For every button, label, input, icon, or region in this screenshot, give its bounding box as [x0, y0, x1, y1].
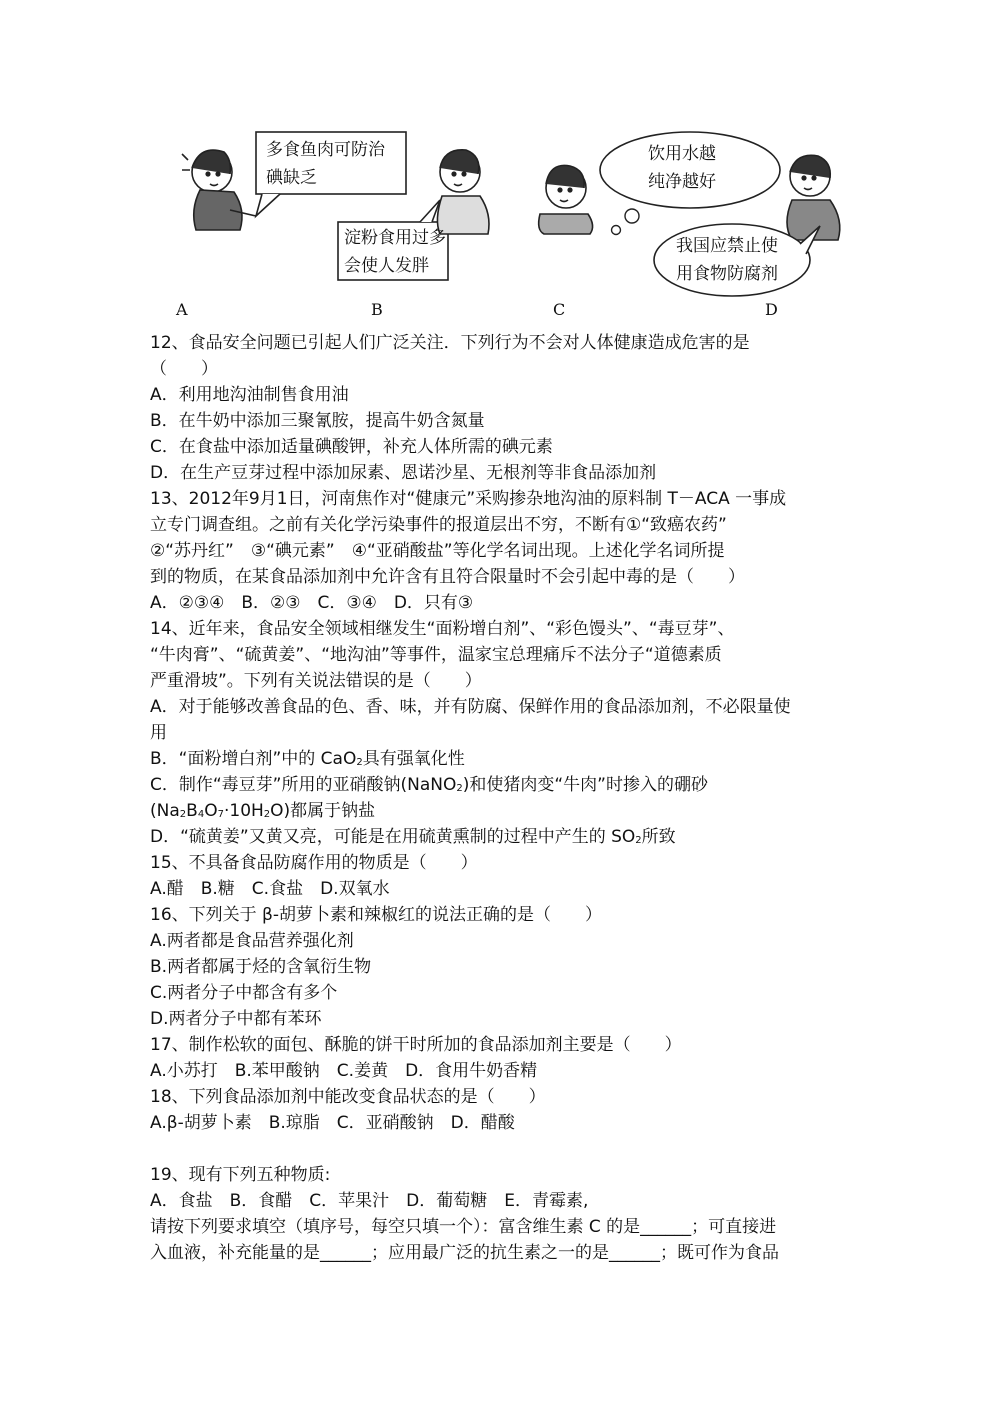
q19-line-2: 入血液，补充能量的是______；应用最广泛的抗生素之一的是______；既可作为食品	[150, 1243, 779, 1263]
formula-subscript: 2	[263, 809, 271, 820]
q13-line-1: 13、2012年9月1日，河南焦作对“健康元”采购掺杂地沟油的原料制 T－ACA 一事成	[150, 489, 787, 509]
formula-part: B	[186, 801, 198, 821]
q13-line-3: ②“苏丹红” ③“碘元素” ④“亚硝酸盐”等化学名词出现。上述化学名词所提	[150, 541, 725, 561]
formula-subscript: 2	[179, 809, 187, 820]
blank-gap	[150, 1136, 860, 1162]
bubble-b-text	[344, 224, 446, 280]
q14-c-subscript: 2	[456, 783, 463, 794]
q15-options: A.醋 B.糖 C.食盐 D.双氧水	[150, 879, 390, 899]
question-text	[150, 330, 860, 1266]
q14-option-b	[150, 746, 860, 772]
q12-option-c: C．在食盐中添加适量碘酸钾，补充人体所需的碘元素	[150, 437, 553, 457]
figure-label-a: A	[176, 300, 188, 319]
bubble-b-line-2: 会使人发胖	[344, 256, 429, 276]
formula-part: O	[204, 801, 218, 821]
q14-d-text: D．“硫黄姜”又黄又亮，可能是在用硫黄熏制的过程中产生的 SO	[150, 827, 636, 847]
q16-option-a: A.两者都是食品营养强化剂	[150, 931, 354, 951]
q14-line-2: “牛肉膏”、“硫黄姜”、“地沟油”等事件，温家宝总理痛斥不法分子“道德素质	[150, 645, 722, 665]
thinking-boy-figure	[539, 165, 593, 234]
q12-option-d: D．在生产豆芽过程中添加尿素、恩诺沙星、无根剂等非食品添加剂	[150, 463, 657, 483]
q13-line-2: 立专门调查组。之前有关化学污染事件的报道层出不穷，不断有①“致癌农药”	[150, 515, 727, 535]
formula-part: O)都属于钠盐	[270, 801, 376, 821]
bubble-a-text	[266, 136, 385, 192]
q14-option-c-line-1	[150, 772, 860, 798]
q14-line-3: 严重滑坡”。下列有关说法错误的是（ ）	[150, 671, 482, 691]
q14-c-text: C．制作“毒豆芽”所用的亚硝酸钠(NaNO	[150, 775, 457, 795]
girl-figure	[182, 150, 256, 230]
q12-option-a: A．利用地沟油制售食用油	[150, 385, 349, 405]
q14-option-a-line-1: A．对于能够改善食品的色、香、味，并有防腐、保鲜作用的食品添加剂，不必限量使	[150, 697, 791, 717]
bubble-b-line-1: 淀粉食用过多	[344, 228, 446, 248]
formula-subscript: 7	[217, 809, 224, 820]
q12-paren: （ ）	[150, 359, 218, 379]
q12-option-b: B．在牛奶中添加三聚氰胺，提高牛奶含氮量	[150, 411, 485, 431]
q19-stem: 19、现有下列五种物质:	[150, 1165, 331, 1185]
q16-option-b: B.两者都属于烃的含氧衍生物	[150, 957, 372, 977]
q16-stem: 16、下列关于 β-胡萝卜素和辣椒红的说法正确的是（ ）	[150, 905, 603, 925]
q18-stem: 18、下列食品添加剂中能改变食品状态的是（ ）	[150, 1087, 546, 1107]
figure-label-b: B	[371, 300, 383, 319]
q14-c-text-end: )和使猪肉变“牛肉”时掺入的硼砂	[462, 775, 708, 795]
bubble-d-text	[676, 232, 778, 288]
q15-stem: 15、不具备食品防腐作用的物质是（ ）	[150, 853, 478, 873]
q14-option-d	[150, 824, 860, 850]
q16-option-d: D.两者分子中都有苯环	[150, 1009, 322, 1029]
bubble-c-line-2: 纯净越好	[648, 172, 716, 192]
q14-b-subscript: 2	[356, 757, 363, 768]
q14-option-a-line-2: 用	[150, 723, 167, 743]
q13-options: A．②③④ B．②③ C．③④ D．只有③	[150, 593, 474, 613]
formula-part: (Na	[150, 801, 180, 821]
q18-options: A.β-胡萝卜素 B.琼脂 C．亚硝酸钠 D．醋酸	[150, 1113, 515, 1133]
q14-b-text-end: 具有强氧化性	[362, 749, 465, 769]
cartoon-figure	[170, 130, 860, 320]
q16-option-c: C.两者分子中都含有多个	[150, 983, 338, 1003]
bubble-a-line-2: 碘缺乏	[266, 168, 317, 188]
q12-stem: 12、食品安全问题已引起人们广泛关注．下列行为不会对人体健康造成危害的是	[150, 333, 750, 353]
q14-line-1: 14、近年来，食品安全领域相继发生“面粉增白剂”、“彩色馒头”、“毒豆芽”、	[150, 619, 735, 639]
bubble-c-text	[648, 140, 716, 196]
q14-option-c-line-2	[150, 798, 860, 824]
q14-d-text-end: 所致	[641, 827, 676, 847]
q17-options: A.小苏打 B.苯甲酸钠 C.姜黄 D．食用牛奶香精	[150, 1061, 538, 1081]
q19-line-1: 请按下列要求填空（填序号，每空只填一个）：富含维生素 C 的是______；可直接进	[150, 1217, 777, 1237]
bubble-d-line-2: 用食物防腐剂	[676, 264, 778, 284]
figure-label-c: C	[553, 300, 566, 319]
q17-stem: 17、制作松软的面包、酥脆的饼干时所加的食品添加剂主要是（ ）	[150, 1035, 682, 1055]
man-figure	[787, 155, 840, 240]
boy-figure	[437, 150, 489, 234]
q14-b-text: B．“面粉增白剂”中的 CaO	[150, 749, 357, 769]
bubble-d-line-1: 我国应禁止使	[676, 236, 778, 256]
bubble-c-line-1: 饮用水越	[648, 144, 716, 164]
formula-subscript: 4	[197, 809, 205, 820]
q13-line-4: 到的物质，在某食品添加剂中允许含有且符合限量时不会引起中毒的是（ ）	[150, 567, 745, 587]
formula-part: ·10H	[223, 801, 264, 821]
q19-options: A．食盐 B．食醋 C．苹果汁 D．葡萄糖 E．青霉素,	[150, 1191, 589, 1211]
q14-d-subscript: 2	[635, 835, 642, 846]
bubble-a-line-1: 多食鱼肉可防治	[266, 140, 385, 160]
figure-label-d: D	[765, 300, 778, 319]
